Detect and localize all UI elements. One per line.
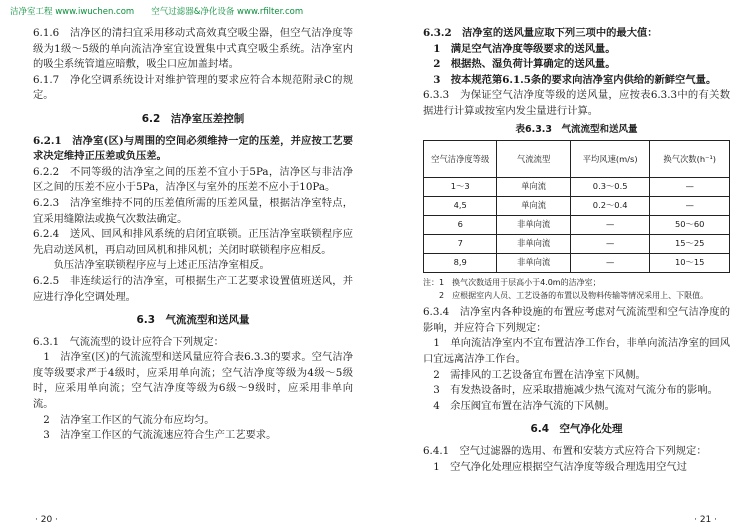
table-caption: 表6.3.3 气流流型和送风量 xyxy=(515,123,638,135)
page-number-right: · 21 · xyxy=(694,515,717,525)
table-cell: 单向流 xyxy=(497,197,570,216)
right-page xyxy=(423,26,730,475)
clause-6-3-1-item-2: 2 洁净室工作区的气流分布应均匀。 xyxy=(33,413,215,426)
table-header-row xyxy=(424,141,730,178)
table-row xyxy=(424,197,730,216)
airflow-table xyxy=(423,140,730,273)
table-cell: 4,5 xyxy=(424,197,497,216)
clause-6-1-6: 6.1.6 洁净区的清扫宜采用移动式高效真空吸尘器，但空气洁净度等级为1级～5级的单向流洁净室宜设置集中式真空吸尘系统。洁净室内的吸尘系统管道应暗敷，吸尘口应加盖封堵。 xyxy=(33,27,353,71)
table-cell: 0.3～0.5 xyxy=(570,178,650,197)
table-row xyxy=(424,254,730,273)
table-cell: — xyxy=(570,216,650,235)
clause-6-2-5: 6.2.5 非连续运行的洁净室，可根据生产工艺要求设置值班送风，并应进行净化空调处理。 xyxy=(33,274,353,303)
table-cell: 非单向流 xyxy=(497,254,570,273)
table-header-cell: 气流流型 xyxy=(497,141,570,178)
clause-6-3-1-item-1: 1 洁净室(区)的气流流型和送风量应符合表6.3.3的要求。空气洁净度等级要求严于4级时，应采用单向流；空气洁净度等级为4级～5级时，应采用单向流；空气洁净度等级为6级～9级时，应采用非单向流。 xyxy=(33,351,353,411)
clause-6-3-1: 6.3.1 气流流型的设计应符合下列规定： xyxy=(33,335,224,348)
table-cell: — xyxy=(570,235,650,254)
table-row xyxy=(424,178,730,197)
table-cell: 单向流 xyxy=(497,178,570,197)
table-cell: 15～25 xyxy=(650,235,730,254)
clause-6-2-4-note: 负压洁净室联锁程序应与上述正压洁净室相反。 xyxy=(33,259,270,272)
table-cell: 6 xyxy=(424,216,497,235)
table-cell: 非单向流 xyxy=(497,216,570,235)
clause-6-4-1: 6.4.1 空气过滤器的选用、布置和安装方式应符合下列规定： xyxy=(423,444,707,457)
table-cell: 1～3 xyxy=(424,178,497,197)
clause-6-4-1-item-1: 1 空气净化处理应根据空气洁净度等级合理选用空气过 xyxy=(423,460,687,473)
table-row xyxy=(424,216,730,235)
table-note-2: 2 应根据室内人员、工艺设备的布置以及物料传输等情况采用上、下限值。 xyxy=(423,291,709,301)
clause-6-3-4-item-4: 4 余压阀宜布置在洁净气流的下风侧。 xyxy=(423,399,615,412)
table-cell: 0.2～0.4 xyxy=(570,197,650,216)
table-header-cell: 空气洁净度等级 xyxy=(424,141,497,178)
table-cell: — xyxy=(650,178,730,197)
clause-6-3-2-item-3: 3 按本规范第6.1.5条的要求向洁净室内供给的新鲜空气量。 xyxy=(423,73,717,86)
table-cell: 10～15 xyxy=(650,254,730,273)
section-heading-6-4: 6.4 空气净化处理 xyxy=(530,423,623,436)
table-cell: — xyxy=(570,254,650,273)
clause-6-3-4-item-1: 1 单向流洁净室内不宜布置洁净工作台，非单向流洁净室的回风口宜远离洁净工作台。 xyxy=(423,337,730,365)
clause-6-3-3: 6.3.3 为保证空气洁净度等级的送风量，应按表6.3.3中的有关数据进行计算或按室内发尘量进行计算。 xyxy=(423,89,730,117)
clause-6-3-4: 6.3.4 洁净室内各种设施的布置应考虑对气流流型和空气洁净度的影响，并应符合下列规定： xyxy=(423,306,730,334)
clause-6-3-2-item-2: 2 根据热、湿负荷计算确定的送风量。 xyxy=(423,58,616,71)
section-heading-6-2: 6.2 洁净室压差控制 xyxy=(141,112,245,125)
table-cell: 50～60 xyxy=(650,216,730,235)
table-cell: — xyxy=(650,197,730,216)
left-page xyxy=(33,26,353,444)
clause-6-3-2: 6.3.2 洁净室的送风量应取下列三项中的最大值： xyxy=(423,27,658,39)
clause-6-2-1: 6.2.1 洁净室(区)与周围的空间必须维持一定的压差，并应按工艺要求决定维持正压差或负压差。 xyxy=(33,134,353,163)
table-header-cell: 平均风速(m/s) xyxy=(570,141,650,178)
clause-6-3-1-item-3: 3 洁净室工作区的气流流速应符合生产工艺要求。 xyxy=(33,429,277,442)
clause-6-2-2: 6.2.2 不同等级的洁净室之间的压差不宜小于5Pa，洁净区与非洁净区之间的压差不应小于5Pa，洁净区与室外的压差不应小于10Pa。 xyxy=(33,165,353,194)
clause-6-3-4-item-2: 2 需排风的工艺设备宜布置在洁净室下风侧。 xyxy=(423,368,646,381)
page-header-watermark: 洁净室工程 www.iwuchen.com 空气过滤器&净化设备 www.rfilter.com xyxy=(10,7,304,17)
clause-6-3-2-item-1: 1 满足空气洁净度等级要求的送风量。 xyxy=(423,42,616,55)
clause-6-2-4: 6.2.4 送风、回风和排风系统的启闭宜联锁。正压洁净室联锁程序应先启动送风机，再启动回风机和排风机；关闭时联锁程序应相反。 xyxy=(33,228,353,256)
clause-6-2-3: 6.2.3 洁净室维持不同的压差值所需的压差风量，根据洁净室特点，宜采用缝隙法或换气次数法确定。 xyxy=(33,196,353,225)
table-header-cell: 换气次数(h⁻¹) xyxy=(650,141,730,178)
table-cell: 8,9 xyxy=(424,254,497,273)
table-row xyxy=(424,235,730,254)
table-cell: 非单向流 xyxy=(497,235,570,254)
clause-6-1-7: 6.1.7 净化空调系统设计对维护管理的要求应符合本规范附录C的规定。 xyxy=(33,73,353,102)
table-cell: 7 xyxy=(424,235,497,254)
clause-6-3-4-item-3: 3 有发热设备时，应采取措施减少热气流对气流分布的影响。 xyxy=(423,384,718,397)
section-heading-6-3: 6.3 气流流型和送风量 xyxy=(136,314,250,327)
table-note-1: 注：1 换气次数适用于层高小于4.0m的洁净室； xyxy=(423,278,601,288)
page-number-left: · 20 · xyxy=(35,515,58,525)
